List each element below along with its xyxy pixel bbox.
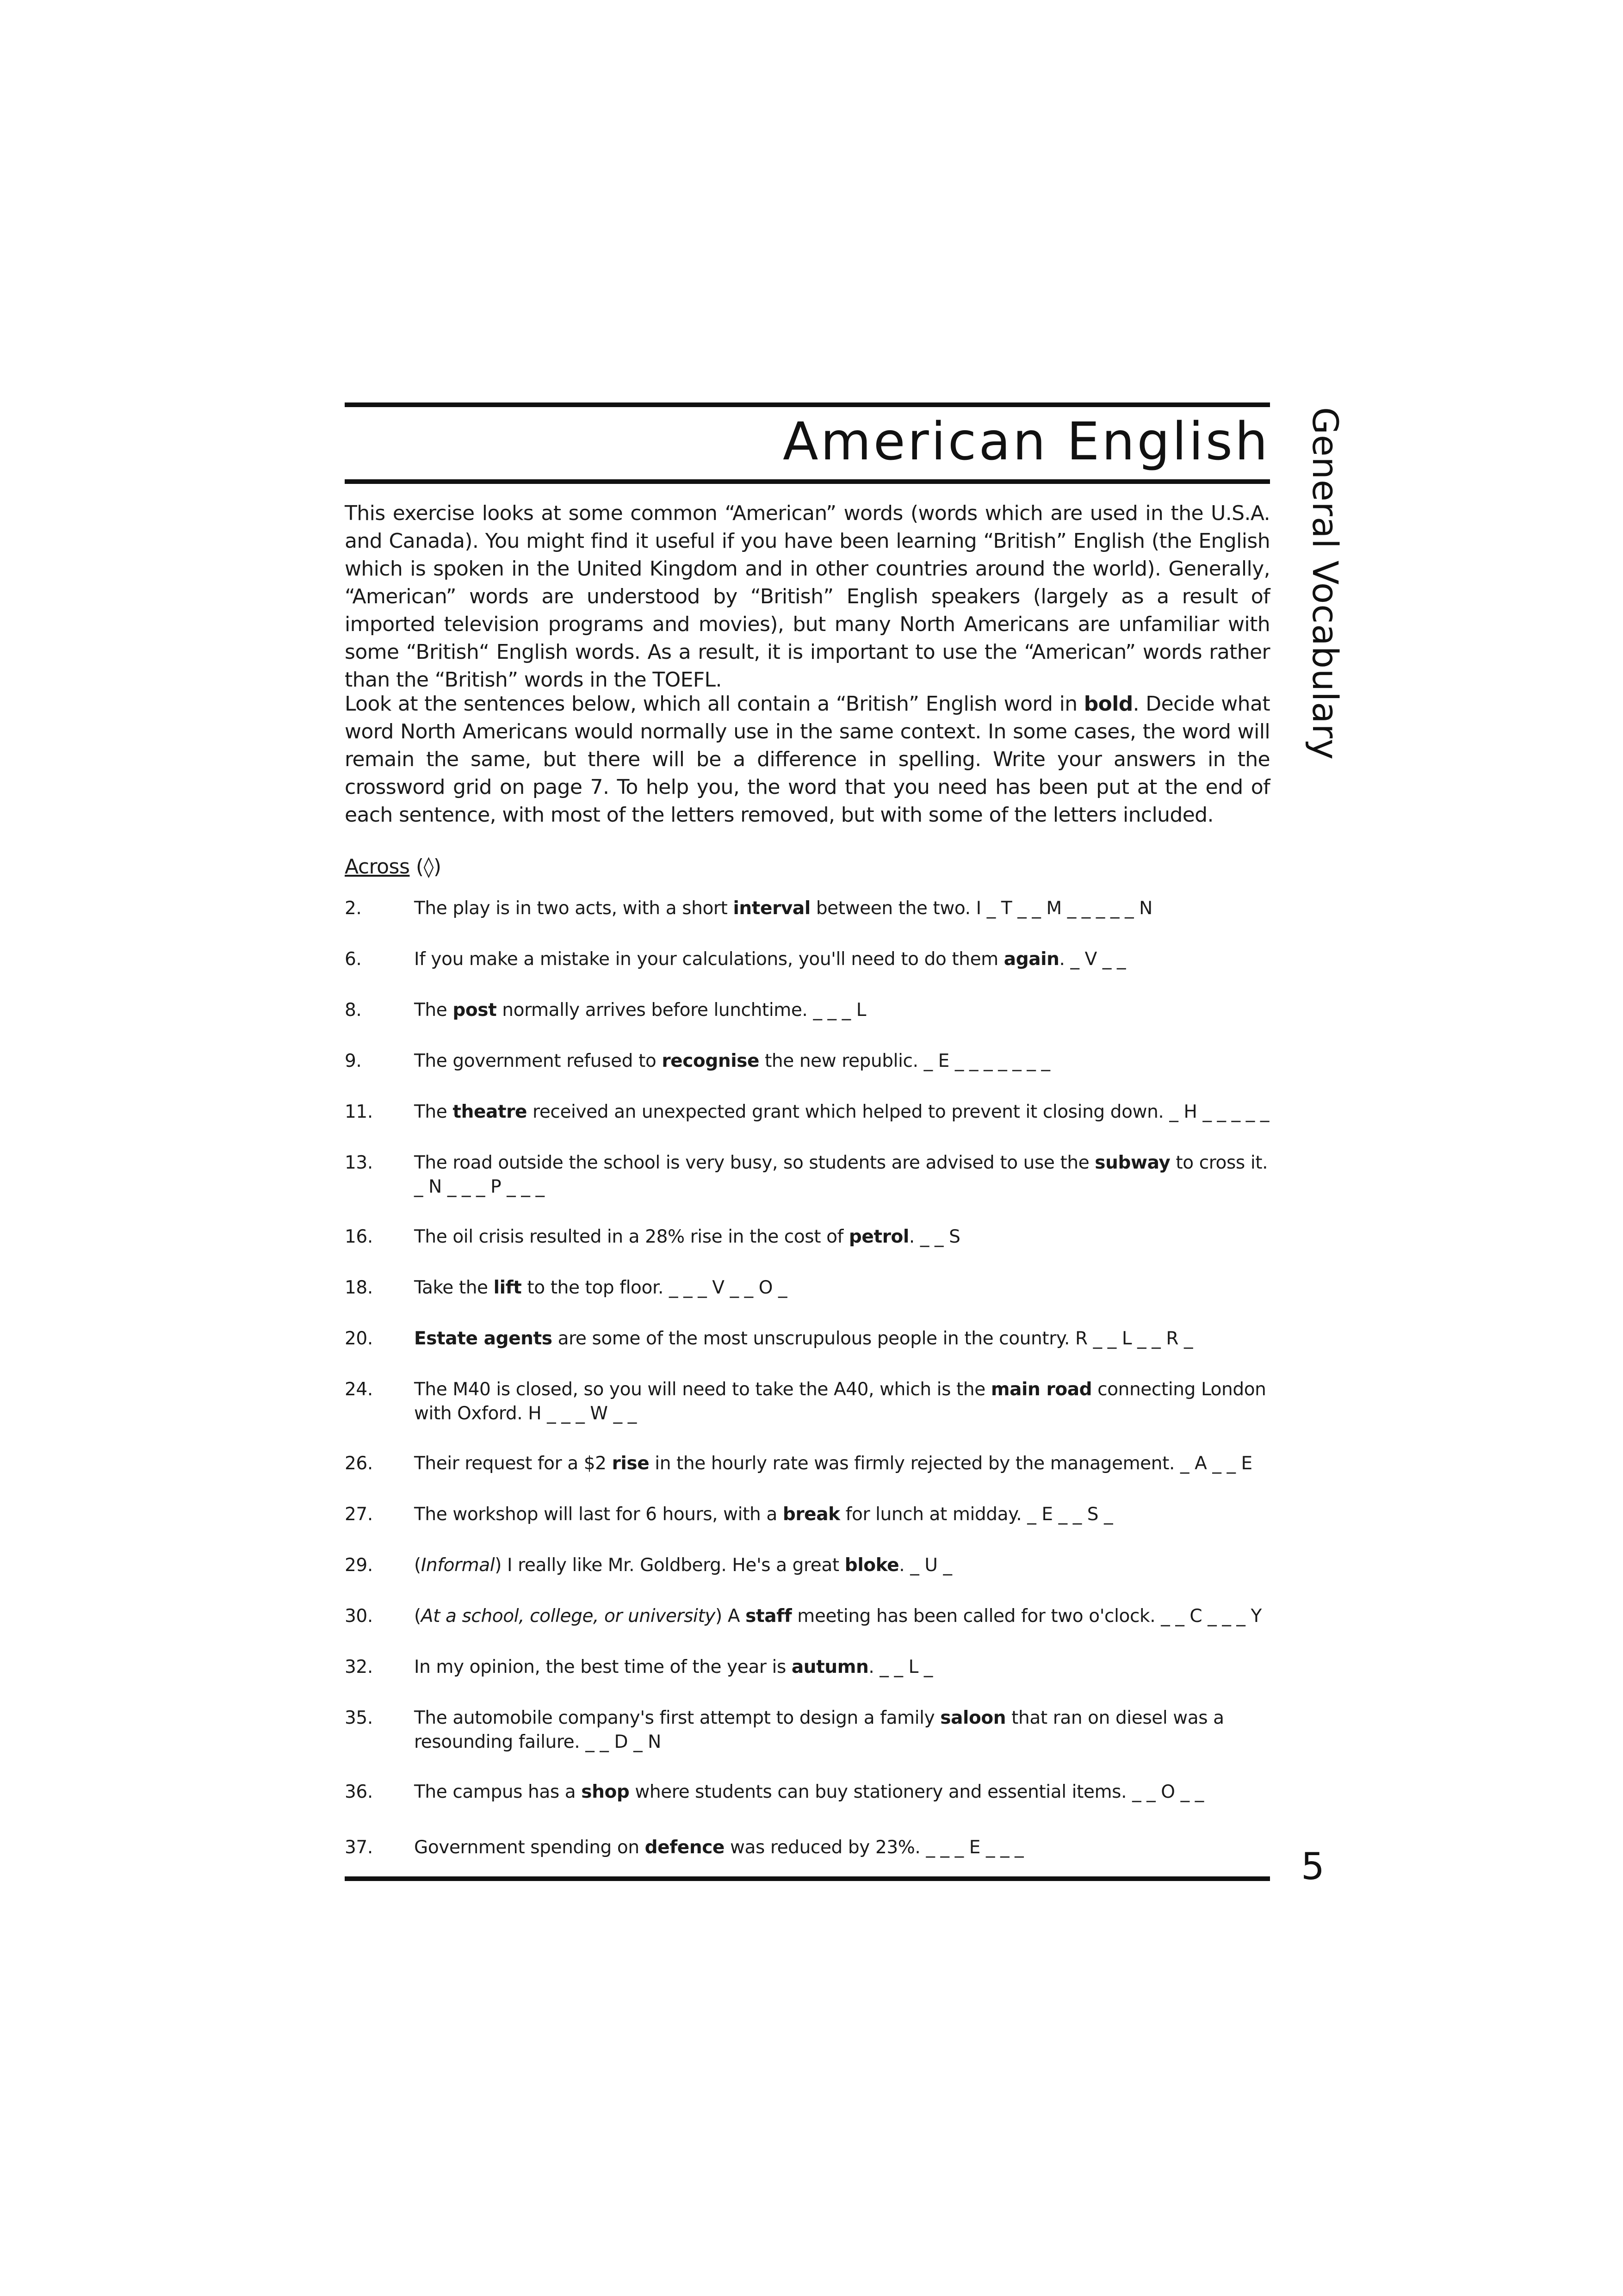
clue-sentence xyxy=(414,1706,1270,1754)
instructions-paragraph xyxy=(345,690,1270,829)
clue-item xyxy=(345,1706,1270,1754)
clue-british-word: Estate agents xyxy=(414,1328,552,1349)
clue-british-word: petrol xyxy=(849,1226,909,1247)
clue-letter-hint: _ E _ _ _ _ _ _ _ xyxy=(923,1051,1050,1071)
clue-sentence: (Informal) I really like Mr. Goldberg. He's a great bloke. _ U _ xyxy=(414,1555,952,1576)
clue-sentence xyxy=(414,897,1270,921)
clue-letter-hint: _ _ _ L xyxy=(813,1000,867,1021)
clue-letter-hint: I _ T _ _ M _ _ _ _ _ N xyxy=(976,898,1152,919)
clue-sentence xyxy=(414,1378,1270,1426)
clue-text: where students can buy stationery and essential items. xyxy=(629,1782,1127,1802)
clue-item xyxy=(345,1452,1270,1476)
clue-british-word: main road xyxy=(991,1379,1092,1400)
across-symbol: (◊) xyxy=(409,855,441,879)
clue-number: 26. xyxy=(345,1453,373,1474)
clue-text: was reduced by 23%. xyxy=(724,1837,921,1858)
clue-letter-hint: _ A _ _ E xyxy=(1180,1453,1252,1474)
clue-text: The government refused to xyxy=(414,1051,662,1071)
clue-text: in the hourly rate was firmly rejected by the management. xyxy=(649,1453,1175,1474)
clue-number: 29. xyxy=(345,1555,373,1576)
clue-british-word: interval xyxy=(733,898,811,919)
clue-letter-hint: _ _ D _ N xyxy=(585,1732,661,1752)
clue-sentence xyxy=(414,1327,1270,1351)
clue-number: 24. xyxy=(345,1379,373,1400)
clue-item xyxy=(345,1100,1270,1124)
clue-text: . xyxy=(868,1657,874,1677)
clue-number: 37. xyxy=(345,1837,373,1858)
clue-letter-hint: _ _ L _ xyxy=(880,1657,933,1677)
clue-sentence xyxy=(414,1452,1270,1476)
clue-number: 27. xyxy=(345,1504,373,1525)
bottom-rule xyxy=(345,1876,1270,1881)
clue-british-word: recognise xyxy=(662,1051,760,1071)
clue-british-word: again xyxy=(1004,949,1059,970)
clue-number: 18. xyxy=(345,1277,373,1298)
clue-letter-hint: _ _ _ V _ _ O _ xyxy=(669,1277,787,1298)
clue-item xyxy=(345,1225,1270,1249)
clue-letter-hint: _ _ _ E _ _ _ xyxy=(926,1837,1024,1858)
clue-text: for lunch at midday. xyxy=(840,1504,1022,1525)
clue-item xyxy=(345,1503,1270,1527)
clue-sentence xyxy=(414,1836,1270,1860)
page-title: American English xyxy=(783,412,1270,472)
top-rule xyxy=(345,402,1270,407)
clue-text: normally arrives before lunchtime. xyxy=(496,1000,808,1021)
clue-text: The play is in two acts, with a short xyxy=(414,898,733,919)
clue-item xyxy=(345,1553,1270,1578)
clue-text: meeting has been called for two o'clock. xyxy=(792,1606,1156,1627)
clue-number: 20. xyxy=(345,1328,373,1349)
clue-text: connecting London with Oxford. xyxy=(414,1379,1266,1424)
clue-letter-hint: _ N _ _ _ P _ _ _ xyxy=(414,1176,545,1197)
clue-item xyxy=(345,1327,1270,1351)
clue-item xyxy=(345,1604,1270,1628)
clue-letter-hint: _ _ S xyxy=(920,1226,960,1247)
clue-letter-hint: _ H _ _ _ _ _ xyxy=(1169,1102,1269,1122)
clue-item xyxy=(345,1049,1270,1073)
clue-item xyxy=(345,998,1270,1022)
clue-text: received an unexpected grant which helped to prevent it closing down. xyxy=(527,1102,1164,1122)
clue-number: 6. xyxy=(345,949,362,970)
clue-british-word: bloke xyxy=(844,1555,899,1576)
clue-sentence xyxy=(414,1100,1270,1124)
clue-sentence: (At a school, college, or university) A staff meeting has been called for two o'clock. _ _ C _ _ _ Y xyxy=(414,1606,1262,1627)
clue-letter-hint: _ U _ xyxy=(910,1555,952,1576)
clue-text: that ran on diesel was a resounding failure. xyxy=(414,1708,1224,1752)
section-side-label: General Vocabulary xyxy=(1305,407,1346,760)
clue-text: In my opinion, the best time of the year is xyxy=(414,1657,792,1677)
clue-british-word: break xyxy=(782,1504,840,1525)
instructions-text: . Decide what word North Americans would normally use in the same context. In some cases, the word will remain the same, but there will be a difference in spelling. Write your answers in the crossword grid on page 7. To help you, the word that you need has been put at the end of each sentence, with most of the letters removed, but with some of the letters included. xyxy=(345,692,1270,827)
clue-item xyxy=(345,1780,1270,1804)
clue-sentence xyxy=(414,1151,1270,1199)
clue-british-word: theatre xyxy=(452,1102,527,1122)
clue-text: The automobile company's first attempt to design a family xyxy=(414,1708,941,1728)
clue-text: between the two. xyxy=(810,898,971,919)
clue-sentence xyxy=(414,1655,1270,1679)
clue-british-word: saloon xyxy=(940,1708,1006,1728)
clue-letter-hint: R _ _ L _ _ R _ xyxy=(1075,1328,1193,1349)
clue-british-word: lift xyxy=(493,1277,522,1298)
clue-sentence xyxy=(414,1225,1270,1249)
clue-context-note: Informal xyxy=(421,1555,495,1576)
clue-text: The campus has a xyxy=(414,1782,582,1802)
instructions-text: Look at the sentences below, which all contain a “British” English word in xyxy=(345,692,1084,716)
clue-sentence xyxy=(414,1780,1270,1804)
clue-letter-hint: _ V _ _ xyxy=(1070,949,1126,970)
clue-sentence xyxy=(414,1276,1270,1300)
clue-item xyxy=(345,1378,1270,1426)
clue-number: 30. xyxy=(345,1606,373,1627)
clue-number: 32. xyxy=(345,1657,373,1677)
clue-text: The road outside the school is very busy, so students are advised to use the xyxy=(414,1152,1095,1173)
clue-number: 8. xyxy=(345,1000,362,1021)
clue-sentence xyxy=(414,947,1270,972)
clue-text: . xyxy=(899,1555,905,1576)
clue-text: . xyxy=(909,1226,915,1247)
clue-letter-hint: _ E _ _ S _ xyxy=(1027,1504,1113,1525)
clue-british-word: defence xyxy=(644,1837,725,1858)
clue-number: 11. xyxy=(345,1102,373,1122)
clue-sentence xyxy=(414,1503,1270,1527)
clue-british-word: post xyxy=(452,1000,497,1021)
clue-number: 13. xyxy=(345,1152,373,1173)
intro-paragraph: This exercise looks at some common “American” words (words which are used in the U.S.A. and Canada). You might find it useful if you have been learning “British” English (the English which is spoken in the United Kingdom and in other countries around the world). Generally, “American” words are understood by “British” English speakers (largely as a result of imported television programs and movies), but many North Americans are unfamiliar with some “British“ English words. As a result, it is important to use the “American” words rather than the “British” words in the TOEFL. xyxy=(345,501,1270,692)
clue-text: Take the xyxy=(414,1277,494,1298)
across-heading xyxy=(345,855,441,879)
clue-number: 2. xyxy=(345,898,362,919)
clue-text: The xyxy=(414,1102,453,1122)
clue-text: Government spending on xyxy=(414,1837,645,1858)
clue-item xyxy=(345,947,1270,972)
clue-item xyxy=(345,1655,1270,1679)
clue-number: 9. xyxy=(345,1051,362,1071)
clue-item xyxy=(345,1276,1270,1300)
clue-text: If you make a mistake in your calculations, you'll need to do them xyxy=(414,949,1004,970)
clue-text: the new republic. xyxy=(759,1051,918,1071)
clue-sentence xyxy=(414,998,1270,1022)
clue-british-word: shop xyxy=(581,1782,630,1802)
clue-text: Their request for a $2 xyxy=(414,1453,612,1474)
clue-sentence xyxy=(414,1049,1270,1073)
clue-text: are some of the most unscrupulous people in the country. xyxy=(552,1328,1070,1349)
clue-text: I really like Mr. Goldberg. He's a great xyxy=(502,1555,845,1576)
clue-number: 16. xyxy=(345,1226,373,1247)
clue-text: The oil crisis resulted in a 28% rise in the cost of xyxy=(414,1226,849,1247)
clue-text: The xyxy=(414,1000,453,1021)
across-label: Across xyxy=(345,855,410,879)
clue-letter-hint: _ _ O _ _ xyxy=(1132,1782,1204,1802)
clue-item xyxy=(345,1836,1270,1860)
clue-number: 35. xyxy=(345,1708,373,1728)
clue-british-word: staff xyxy=(745,1606,792,1627)
clue-item xyxy=(345,1151,1270,1199)
clue-letter-hint: _ _ C _ _ _ Y xyxy=(1161,1606,1262,1627)
clue-number: 36. xyxy=(345,1782,373,1802)
clue-text: to the top floor. xyxy=(521,1277,663,1298)
title-rule xyxy=(345,479,1270,484)
clue-british-word: autumn xyxy=(791,1657,869,1677)
clue-british-word: subway xyxy=(1095,1152,1171,1173)
page-number: 5 xyxy=(1301,1845,1325,1888)
clue-british-word: rise xyxy=(612,1453,650,1474)
clue-text: The M40 is closed, so you will need to take the A40, which is the xyxy=(414,1379,991,1400)
clue-text: The workshop will last for 6 hours, with a xyxy=(414,1504,783,1525)
clue-text: to cross it. xyxy=(1170,1152,1268,1173)
clue-context-note: At a school, college, or university xyxy=(421,1606,716,1627)
clue-text: A xyxy=(722,1606,746,1627)
instructions-bold-word: bold xyxy=(1084,692,1133,716)
clue-item xyxy=(345,897,1270,921)
clue-letter-hint: H _ _ _ W _ _ xyxy=(528,1403,637,1424)
clue-text: . xyxy=(1059,949,1065,970)
